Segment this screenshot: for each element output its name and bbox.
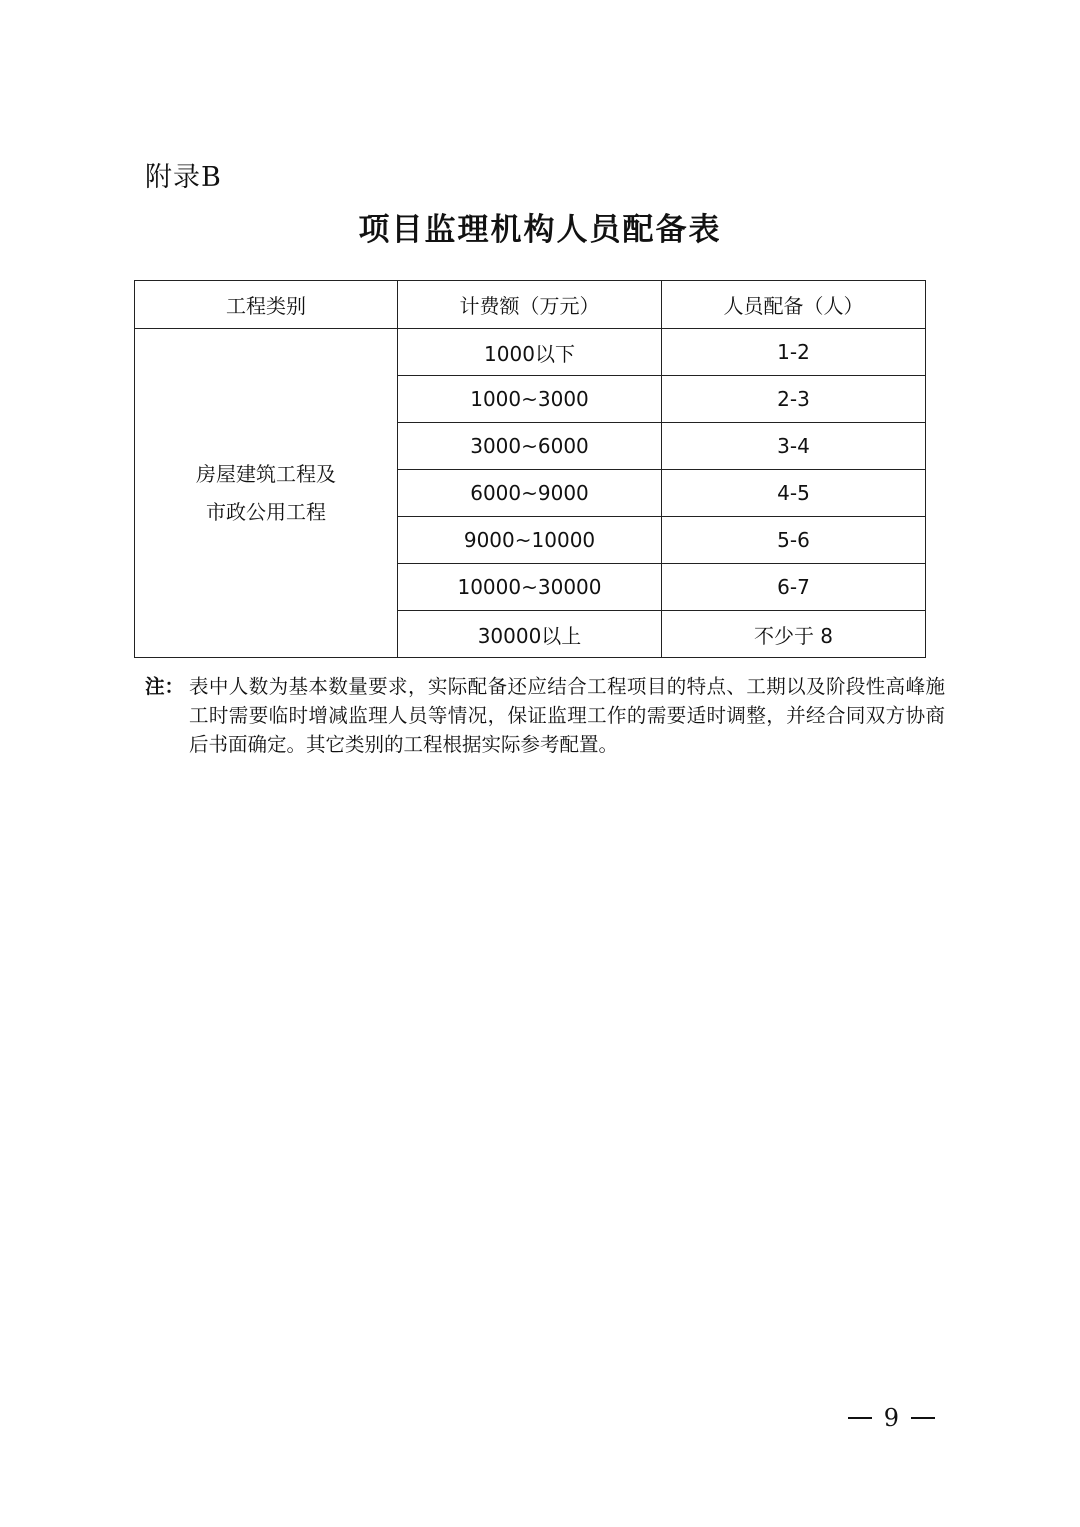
table-header-row bbox=[135, 281, 926, 329]
fee-cell: 30000以上 bbox=[398, 611, 662, 658]
category-line-1: 房屋建筑工程及 bbox=[196, 462, 336, 486]
page-title: 项目监理机构人员配备表 bbox=[358, 212, 722, 248]
fee-cell: 6000~9000 bbox=[398, 470, 662, 517]
note-text: 表中人数为基本数量要求，实际配备还应结合工程项目的特点、工期以及阶段性高峰施工时需要临时增减监理人员等情况，保证监理工作的需要适时调整，并经合同双方协商后书面确定。其它类别的工程根据实际参考配置。 bbox=[189, 675, 945, 756]
fee-cell: 3000~6000 bbox=[398, 423, 662, 470]
appendix-label: 附录B bbox=[145, 162, 222, 193]
page-number-value: 9 bbox=[883, 1404, 899, 1432]
category-line-2: 市政公用工程 bbox=[206, 500, 326, 524]
category-cell bbox=[135, 329, 398, 658]
fee-cell: 10000~30000 bbox=[398, 564, 662, 611]
fee-cell: 1000以下 bbox=[398, 329, 662, 376]
staff-cell: 4-5 bbox=[662, 470, 926, 517]
page-number-right-dash bbox=[911, 1417, 935, 1419]
note-label: 注： bbox=[145, 675, 185, 698]
header-category: 工程类别 bbox=[135, 281, 398, 329]
page-number bbox=[848, 1400, 935, 1436]
fee-cell: 1000~3000 bbox=[398, 376, 662, 423]
header-staff: 人员配备（人） bbox=[662, 281, 926, 329]
page-number-left-dash bbox=[848, 1417, 872, 1419]
staff-cell: 1-2 bbox=[662, 329, 926, 376]
table-note bbox=[145, 672, 945, 759]
staffing-table bbox=[134, 280, 926, 658]
staff-cell: 5-6 bbox=[662, 517, 926, 564]
table-row bbox=[135, 329, 926, 376]
header-fee: 计费额（万元） bbox=[398, 281, 662, 329]
staff-cell: 6-7 bbox=[662, 564, 926, 611]
staff-cell: 2-3 bbox=[662, 376, 926, 423]
staff-cell: 不少于 8 bbox=[662, 611, 926, 658]
fee-cell: 9000~10000 bbox=[398, 517, 662, 564]
staff-cell: 3-4 bbox=[662, 423, 926, 470]
